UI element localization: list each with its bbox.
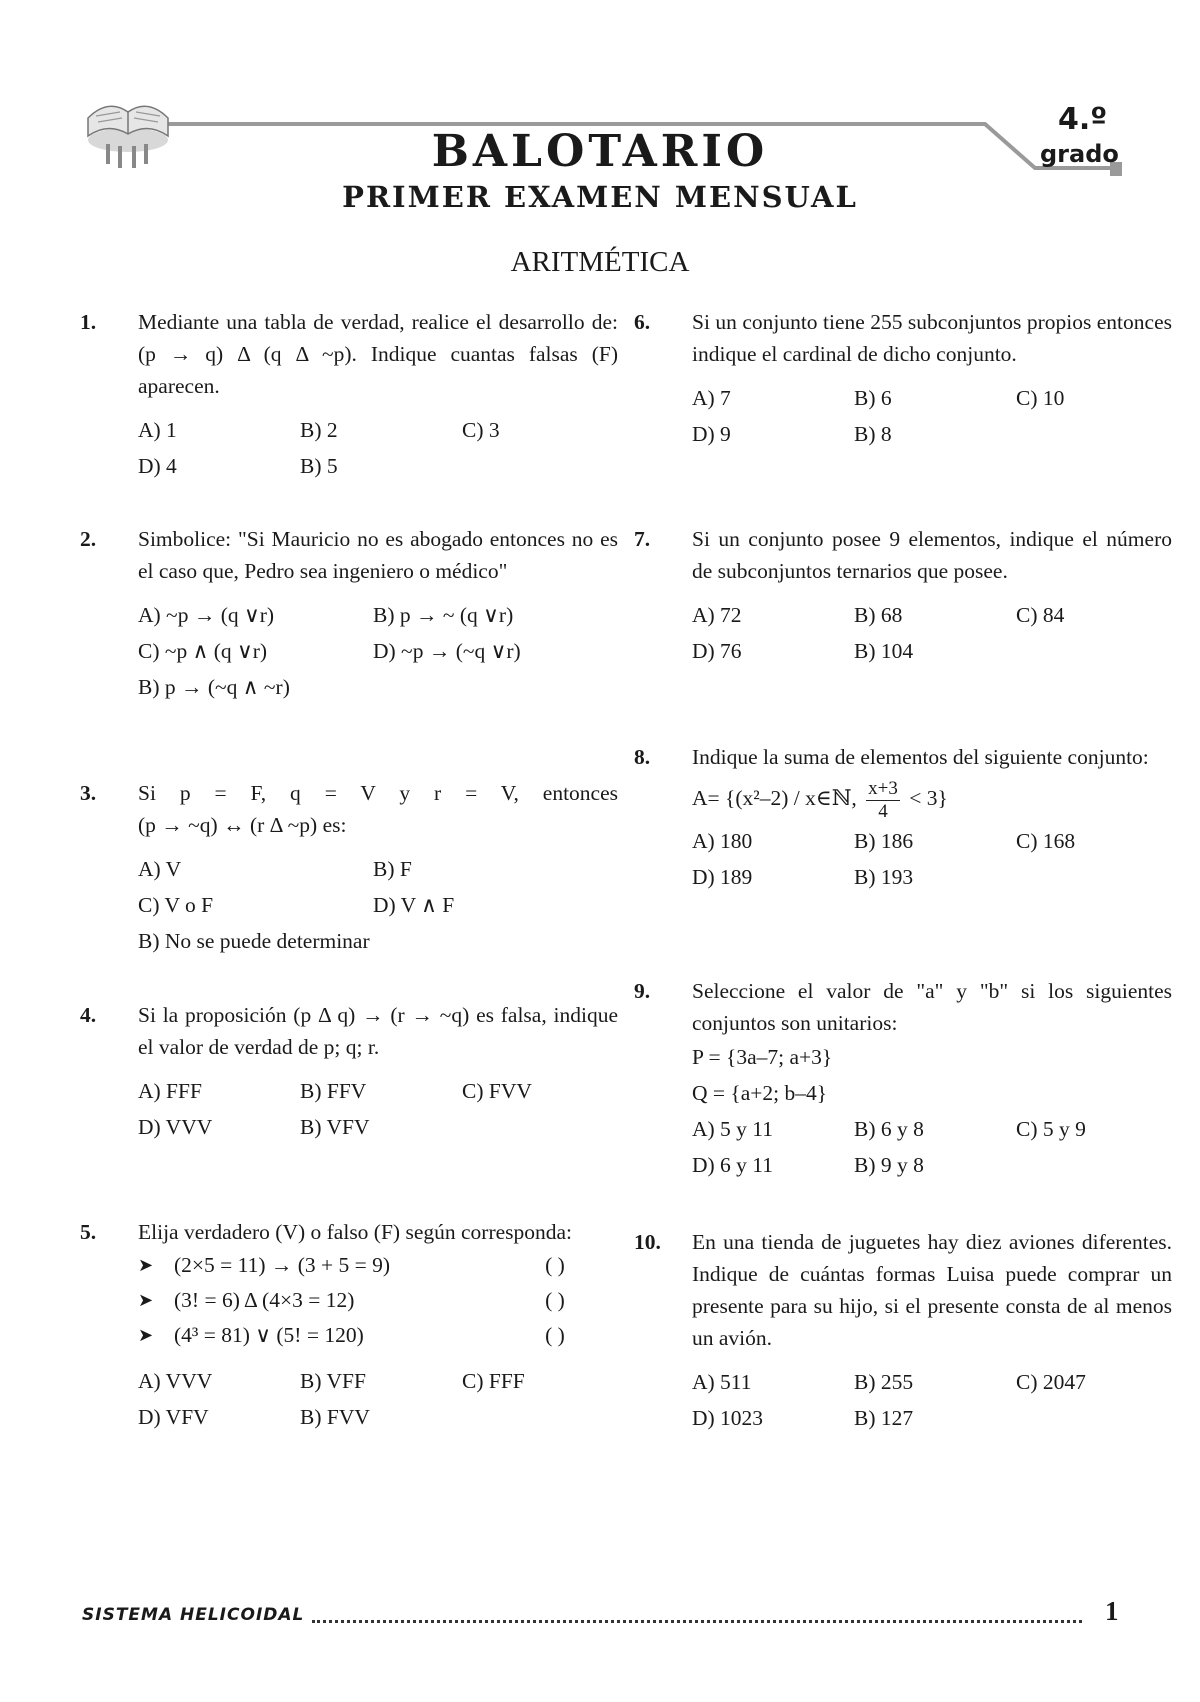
option: A) 1 <box>138 418 177 442</box>
question-number: 5. <box>80 1220 97 1244</box>
question-number: 4. <box>80 1003 97 1027</box>
page-subtitle: PRIMER EXAMEN MENSUAL <box>342 180 858 214</box>
option: B) No se puede determinar <box>138 929 370 953</box>
option: B) p → ~ (q ∨r) <box>373 603 514 627</box>
option: B) 193 <box>854 865 914 889</box>
fraction <box>866 778 900 823</box>
question-number: 1. <box>80 310 97 334</box>
question-1 <box>80 306 618 484</box>
grade-label: grado <box>1040 140 1119 168</box>
subject-heading: ARITMÉTICA <box>510 246 690 278</box>
question-stem: Simbolice: "Si Mauricio no es abogado entonces no es el caso que, Pedro sea ingeniero o médico" <box>138 527 618 583</box>
question-stem: Elija verdadero (V) o falso (F) según corresponda: <box>138 1220 573 1244</box>
page-title: BALOTARIO <box>431 126 769 177</box>
question-10 <box>634 1226 1172 1436</box>
question-stem: Indique la suma de elementos del siguiente conjunto: <box>692 745 1149 769</box>
option: B) 2 <box>300 418 338 442</box>
option: D) ~p → (~q ∨r) <box>373 639 521 663</box>
question-stem: Si la proposición (p Δ q) → (r → ~q) es falsa, indique el valor de verdad de p; q; r. <box>138 1003 618 1059</box>
answer-blank: ( ) <box>545 1323 565 1347</box>
option: D) 1023 <box>692 1406 764 1430</box>
option: D) VVV <box>138 1115 213 1139</box>
option: C) 3 <box>462 418 500 442</box>
footer-divider <box>312 1620 1082 1623</box>
fraction-numerator: x+3 <box>868 777 898 799</box>
option: C) 5 y 9 <box>1016 1117 1086 1141</box>
option: B) 186 <box>854 829 914 853</box>
question-number: 9. <box>634 979 651 1003</box>
question-number: 10. <box>634 1230 661 1254</box>
option: B) 127 <box>854 1406 914 1430</box>
option: D) 189 <box>692 865 753 889</box>
question-stem-line-2: (p → ~q) ↔ (r Δ ~p) es: <box>138 813 347 837</box>
set-definition <box>692 773 1172 823</box>
option: C) ~p ∧ (q ∨r) <box>138 639 268 663</box>
statement-item <box>138 1283 618 1318</box>
option: A) 5 y 11 <box>692 1117 774 1141</box>
option: B) F <box>373 857 412 881</box>
option: D) 76 <box>692 639 742 663</box>
option: A) V <box>138 857 182 881</box>
option: C) 10 <box>1016 386 1065 410</box>
set-q: Q = {a+2; b–4} <box>692 1081 828 1105</box>
option: D) 4 <box>138 454 177 478</box>
option: B) 255 <box>854 1370 914 1394</box>
option: A) 7 <box>692 386 731 410</box>
question-stem: En una tienda de juguetes hay diez aviones diferentes. Indique de cuántas formas Luisa puede comprar un presente para su hijo, si el presente consta de al menos un avión. <box>692 1230 1172 1350</box>
option: D) VFV <box>138 1405 209 1429</box>
option: C) FFF <box>462 1369 525 1393</box>
option: D) 6 y 11 <box>692 1153 774 1177</box>
option: A) ~p → (q ∨r) <box>138 603 275 627</box>
footer-brand: SISTEMA HELICOIDAL <box>82 1605 305 1625</box>
option: D) 9 <box>692 422 731 446</box>
question-stem: Si un conjunto posee 9 elementos, indique el número de subconjuntos ternarios que posee. <box>692 527 1172 583</box>
question-8 <box>634 741 1172 895</box>
question-number: 7. <box>634 527 651 551</box>
option: B) VFV <box>300 1115 370 1139</box>
option: D) V ∧ F <box>373 893 455 917</box>
statement-expression: (4³ = 81) ∨ (5! = 120) <box>174 1323 364 1347</box>
question-6 <box>634 306 1172 452</box>
arrow-bullet-icon: ➤ <box>138 1325 154 1345</box>
set-suffix: < 3} <box>909 786 948 810</box>
question-stem-line-1: Si p = F, q = V y r = V, entonces <box>138 781 618 805</box>
option: C) 84 <box>1016 603 1065 627</box>
question-stem: Seleccione el valor de "a" y "b" si los siguientes conjuntos son unitarios: <box>692 979 1172 1035</box>
question-7 <box>634 523 1172 669</box>
option: A) 72 <box>692 603 742 627</box>
question-number: 6. <box>634 310 651 334</box>
question-2 <box>80 523 618 705</box>
option: B) p → (~q ∧ ~r) <box>138 675 290 699</box>
answer-blank: ( ) <box>545 1253 565 1277</box>
option: A) 180 <box>692 829 753 853</box>
statement-item <box>138 1318 618 1353</box>
set-prefix: A= {(x²–2) / x∈ℕ, <box>692 786 857 810</box>
statement-item <box>138 1248 618 1283</box>
option: B) 8 <box>854 422 892 446</box>
question-9 <box>634 975 1172 1183</box>
option: B) 6 y 8 <box>854 1117 924 1141</box>
option: B) VFF <box>300 1369 366 1393</box>
grade-number: 4.º <box>1058 102 1108 137</box>
question-5 <box>80 1216 618 1435</box>
option: B) 104 <box>854 639 914 663</box>
option: C) FVV <box>462 1079 532 1103</box>
question-number: 2. <box>80 527 97 551</box>
page-number: 1 <box>1105 1596 1119 1626</box>
option: B) 9 y 8 <box>854 1153 924 1177</box>
statement-expression: (2×5 = 11) → (3 + 5 = 9) <box>174 1253 391 1277</box>
option: C) V o F <box>138 893 214 917</box>
option: A) 511 <box>692 1370 752 1394</box>
statement-expression: (3! = 6) Δ (4×3 = 12) <box>174 1288 355 1312</box>
option: B) FFV <box>300 1079 367 1103</box>
arrow-bullet-icon: ➤ <box>138 1255 154 1275</box>
question-3 <box>80 777 618 959</box>
option: C) 2047 <box>1016 1370 1086 1394</box>
question-stem: Mediante una tabla de verdad, realice el desarrollo de: (p → q) Δ (q Δ ~p). Indique cuantas falsas (F) aparecen. <box>138 310 618 398</box>
option: B) 6 <box>854 386 892 410</box>
option: A) VVV <box>138 1369 213 1393</box>
option: B) 5 <box>300 454 338 478</box>
option: C) 168 <box>1016 829 1076 853</box>
option: B) FVV <box>300 1405 370 1429</box>
option: A) FFF <box>138 1079 202 1103</box>
fraction-denominator: 4 <box>878 800 888 822</box>
answer-blank: ( ) <box>545 1288 565 1312</box>
question-number: 3. <box>80 781 97 805</box>
question-stem: Si un conjunto tiene 255 subconjuntos propios entonces indique el cardinal de dicho conjunto. <box>692 310 1172 366</box>
question-4 <box>80 999 618 1145</box>
arrow-bullet-icon: ➤ <box>138 1290 154 1310</box>
set-p: P = {3a–7; a+3} <box>692 1045 833 1069</box>
option: B) 68 <box>854 603 903 627</box>
question-number: 8. <box>634 745 651 769</box>
